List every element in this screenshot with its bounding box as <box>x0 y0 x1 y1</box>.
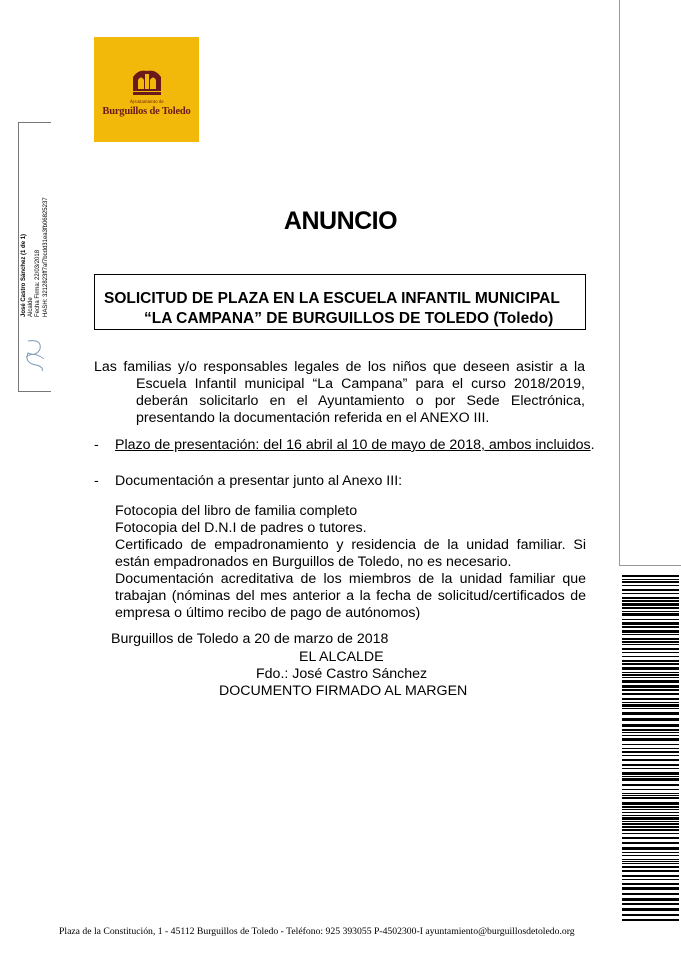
signed-by: Fdo.: José Castro Sánchez <box>256 666 428 682</box>
barcode-icon <box>622 575 679 923</box>
barcode-bar <box>622 795 679 796</box>
documents-heading: Documentación a presentar junto al Anexo III: <box>115 473 403 489</box>
barcode-bar <box>622 847 679 850</box>
document-item: Documentación acreditativa de los miembros de la unidad familiar que trabajan (nóminas del mes anterior a la fecha de solicitud/certificados de empresa o último recibo de pago de autónomos) <box>115 571 586 621</box>
barcode-bar <box>622 724 679 727</box>
barcode-bar <box>622 866 679 868</box>
barcode-bar <box>622 842 679 844</box>
barcode-bar <box>622 823 679 825</box>
barcode-bar <box>622 648 679 650</box>
barcode-bar <box>622 579 679 580</box>
barcode-bar <box>622 887 679 890</box>
barcode-bar <box>622 581 679 583</box>
barcode-bar <box>622 903 679 905</box>
handwritten-signature-icon <box>22 335 48 375</box>
place-date: Burguillos de Toledo a 20 de marzo de 2018 <box>111 631 389 647</box>
barcode-bar <box>622 638 679 640</box>
barcode-bar <box>622 812 679 813</box>
barcode-bar <box>622 693 679 695</box>
document-item: Certificado de empadronamiento y residencia de la unidad familiar. Si están empadronados en Burguillos de Toledo, no es necesario. <box>115 537 586 570</box>
barcode-bar <box>622 797 679 799</box>
barcode-bar <box>622 652 679 653</box>
page-title: ANUNCIO <box>283 207 398 235</box>
barcode-bar <box>622 718 679 721</box>
barcode-bar <box>622 764 679 766</box>
barcode-bar <box>622 817 679 820</box>
signer-name: José Castro Sánchez (1 de 1) <box>21 233 27 317</box>
barcode-bar <box>622 622 679 625</box>
barcode-bar <box>622 833 679 834</box>
logo-line-1: Ayuntamiento de <box>129 100 164 105</box>
barcode-bar <box>622 660 679 662</box>
barcode-bar <box>622 870 679 872</box>
barcode-bar <box>622 644 679 645</box>
signature-hash: HASH: 3212823ff7af7bcdd31ea3fb06825237 <box>42 197 49 317</box>
intro-rest: Escuela Infantil municipal “La Campana” para el curso 2018/2019, deberán solicitarlo en el Ayuntamiento o por Sede Electrónica, presentando la documentación referida en el ANEXO III. <box>136 376 585 426</box>
signed-date: Fecha Firma: 22/03/2018 <box>35 249 42 317</box>
barcode-bar <box>622 776 679 777</box>
barcode-bar <box>622 809 679 810</box>
barcode-bar <box>622 863 679 864</box>
barcode-bar <box>622 837 679 839</box>
barcode-bar <box>622 729 679 731</box>
barcode-bar <box>622 680 679 683</box>
logo-line-2: Burguillos de Toledo <box>102 106 191 117</box>
barcode-bar <box>622 908 679 911</box>
barcode-bar <box>622 793 679 794</box>
barcode-bar <box>622 861 679 862</box>
page-footer: Plaza de la Constitución, 1 - 45112 Burguillos de Toledo - Teléfono: 925 393055 P-4502300-I ayuntamiento@burguillosdetoledo.org <box>59 926 575 937</box>
barcode-bar <box>622 689 679 691</box>
margin-line-horizontal <box>619 565 681 566</box>
barcode-bar <box>622 603 679 606</box>
barcode-bar <box>622 663 679 665</box>
barcode-bar <box>622 751 679 753</box>
barcode-bar <box>622 859 679 860</box>
barcode-bar <box>622 626 679 628</box>
barcode-bar <box>622 879 679 880</box>
document-item: Fotocopia del D.N.I de padres o tutores. <box>115 520 367 536</box>
bullet-dash: - <box>94 437 99 453</box>
barcode-bar <box>622 672 679 673</box>
barcode-bar <box>622 914 679 916</box>
barcode-bar <box>622 708 679 709</box>
barcode-bar <box>622 784 679 786</box>
barcode-bar <box>622 755 679 756</box>
barcode-bar <box>622 875 679 877</box>
barcode-bar <box>622 735 679 736</box>
barcode-bar <box>622 589 679 591</box>
barcode-bar <box>622 829 679 831</box>
barcode-bar <box>622 677 679 678</box>
barcode-bar <box>622 893 679 895</box>
barcode-bar <box>622 575 679 577</box>
barcode-bar <box>622 674 679 676</box>
barcode-bar <box>622 919 679 921</box>
barcode-bar <box>622 667 679 670</box>
barcode-bar <box>622 806 679 808</box>
deadline-item <box>115 437 595 454</box>
barcode-bar <box>622 898 679 901</box>
barcode-bar <box>622 802 679 805</box>
signed-in-margin-note: DOCUMENTO FIRMADO AL MARGEN <box>219 683 468 699</box>
signatory-office: EL ALCALDE <box>299 649 384 665</box>
barcode-bar <box>622 597 679 599</box>
barcode-bar <box>622 815 679 816</box>
barcode-bar <box>622 738 679 741</box>
barcode-bar <box>622 634 679 635</box>
barcode-bar <box>622 768 679 769</box>
municipal-logo <box>94 37 199 142</box>
barcode-bar <box>622 641 679 643</box>
barcode-bar <box>622 630 679 633</box>
intro-paragraph <box>94 359 585 427</box>
barcode-bar <box>622 593 679 594</box>
barcode-bar <box>622 778 679 781</box>
signer-role: Alcalde <box>28 297 35 317</box>
barcode-bar <box>622 789 679 790</box>
subject-line-1: SOLICITUD DE PLAZA EN LA ESCUELA INFANTIL MUNICIPAL <box>104 290 560 307</box>
barcode-bar <box>622 883 679 885</box>
deadline-period: . <box>590 437 595 453</box>
barcode-bar <box>622 852 679 853</box>
documents-list <box>115 503 586 622</box>
barcode-bar <box>622 619 679 620</box>
barcode-bar <box>622 698 679 700</box>
barcode-bar <box>622 685 679 688</box>
barcode-bar <box>622 744 679 745</box>
barcode-bar <box>622 759 679 761</box>
barcode-bar <box>622 704 679 707</box>
barcode-bar <box>622 600 679 602</box>
barcode-bar <box>622 712 679 715</box>
barcode-bar <box>622 772 679 775</box>
barcode-bar <box>622 821 679 822</box>
deadline-text: Plazo de presentación: del 16 abril al 10 de mayo de 2018, ambos incluidos <box>115 437 591 453</box>
barcode-bar <box>622 607 679 609</box>
document-item: Fotocopia del libro de familia completo <box>115 503 358 519</box>
barcode-bar <box>622 585 679 586</box>
signature-panel <box>18 122 51 392</box>
subject-line-2: “LA CAMPANA” DE BURGUILLOS DE TOLEDO (Toledo) <box>144 310 554 327</box>
bullet-dash: - <box>94 473 99 489</box>
margin-line <box>619 0 620 566</box>
crest-icon <box>130 65 164 99</box>
barcode-bar <box>622 732 679 733</box>
barcode-bar <box>622 702 679 703</box>
barcode-bar <box>622 748 679 749</box>
barcode-bar <box>622 613 679 616</box>
subject-box <box>94 274 586 330</box>
barcode-bar <box>622 611 679 612</box>
barcode-bar <box>622 826 679 828</box>
barcode-bar <box>622 855 679 856</box>
barcode-bar <box>622 656 679 657</box>
intro-first-line: Las familias y/o responsables legales de los niños que deseen asistir a la <box>94 359 585 375</box>
